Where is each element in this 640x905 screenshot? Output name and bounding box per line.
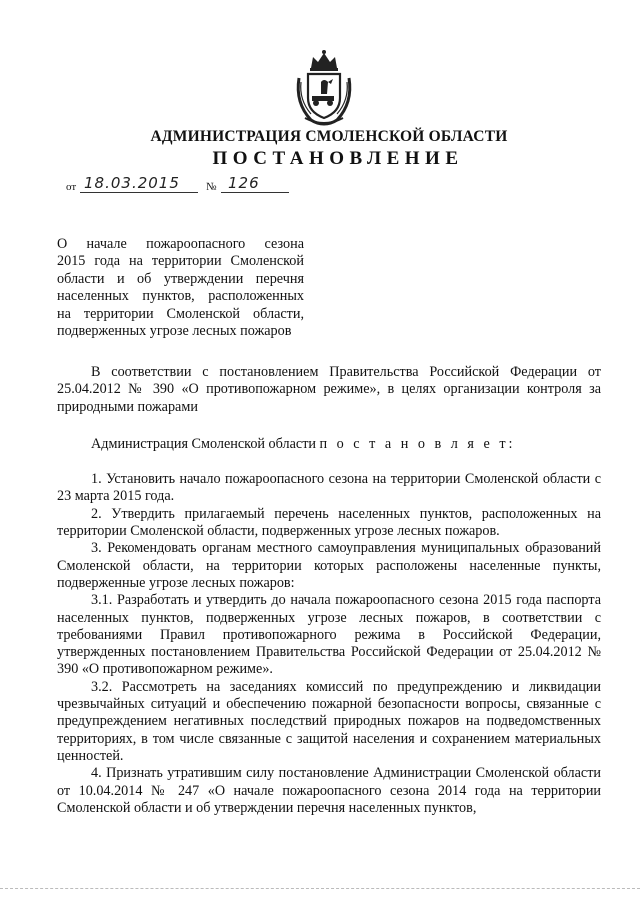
document-date: 18.03.2015 (84, 174, 180, 192)
clause-3: 3. Рекомендовать органам местного самоуправления муниципальных образований Смоленской области, на территории которых расположены населенные пункты, подверженные угрозе лесных пожаров: (57, 540, 601, 591)
resolution-verb: п о с т а н о в л я е т: (319, 435, 516, 452)
subject-line: населенных пунктов, расположенных (57, 288, 304, 305)
page-bottom-divider (0, 888, 640, 889)
clause-4: 4. Признать утратившим силу постановление Администрации Смоленской области от 10.04.2014 № 247 «О начале пожароопасного сезона 2014 года на территории Смоленской области и об утверждении перечня населенных пунктов, (57, 765, 601, 816)
clause-2: 2. Утвердить прилагаемый перечень населенных пунктов, расположенных на территории Смоленской области, подверженных угрозе лесных пожаров. (57, 505, 601, 540)
clause-1: 1. Установить начало пожароопасного сезона на территории Смоленской области с 23 марта 2015 года. (57, 471, 601, 505)
subject-line: области и об утверждении перечня (57, 270, 304, 287)
date-underline (80, 192, 198, 193)
document-type-title: ПОСТАНОВЛЕНИЕ (212, 148, 464, 169)
clause-3-1: 3.1. Разработать и утвердить до начала пожароопасного сезона 2015 года паспорта населенных пунктов, подверженных угрозе лесных пожаров, в соответствии с требованиями Правил противопожарного режима в Российской Федерации, утвержденных постановлением Правительства Российской Федерации от 25.04.2012 № 390 «О противопожарном режиме». (57, 592, 601, 678)
document-number: 126 (228, 174, 260, 192)
resolution-subject: Администрация Смоленской области (91, 435, 316, 452)
clause-3-2: 3.2. Рассмотреть на заседаниях комиссий по предупреждению и ликвидации чрезвычайных ситуаций и обеспечению пожарной безопасности вопросы, связанные с предупреждением негативных последствий природных пожаров на подведомственных территориях, в том числе связанные с защитой населения и сохранением материальных ценностей. (57, 678, 601, 764)
subject-line: на территории Смоленской области, (57, 305, 304, 322)
date-prefix: от (66, 181, 77, 193)
coat-of-arms-icon (291, 48, 357, 128)
resolution-intro (57, 436, 601, 453)
preamble-paragraph: В соответствии с постановлением Правительства Российской Федерации от 25.04.2012 № 390 «О противопожарном режиме», в целях организации контроля за природными пожарами (57, 364, 601, 415)
subject-line: подверженных угрозе лесных пожаров (57, 323, 292, 340)
organization-title: АДМИНИСТРАЦИЯ СМОЛЕНСКОЙ ОБЛАСТИ (150, 128, 508, 145)
number-prefix: № (206, 181, 217, 193)
subject-line: 2015 года на территории Смоленской (57, 253, 304, 270)
document-subject (57, 236, 304, 340)
subject-line: О начале пожароопасного сезона (57, 236, 304, 252)
number-underline (221, 192, 289, 193)
document-body (57, 364, 601, 817)
